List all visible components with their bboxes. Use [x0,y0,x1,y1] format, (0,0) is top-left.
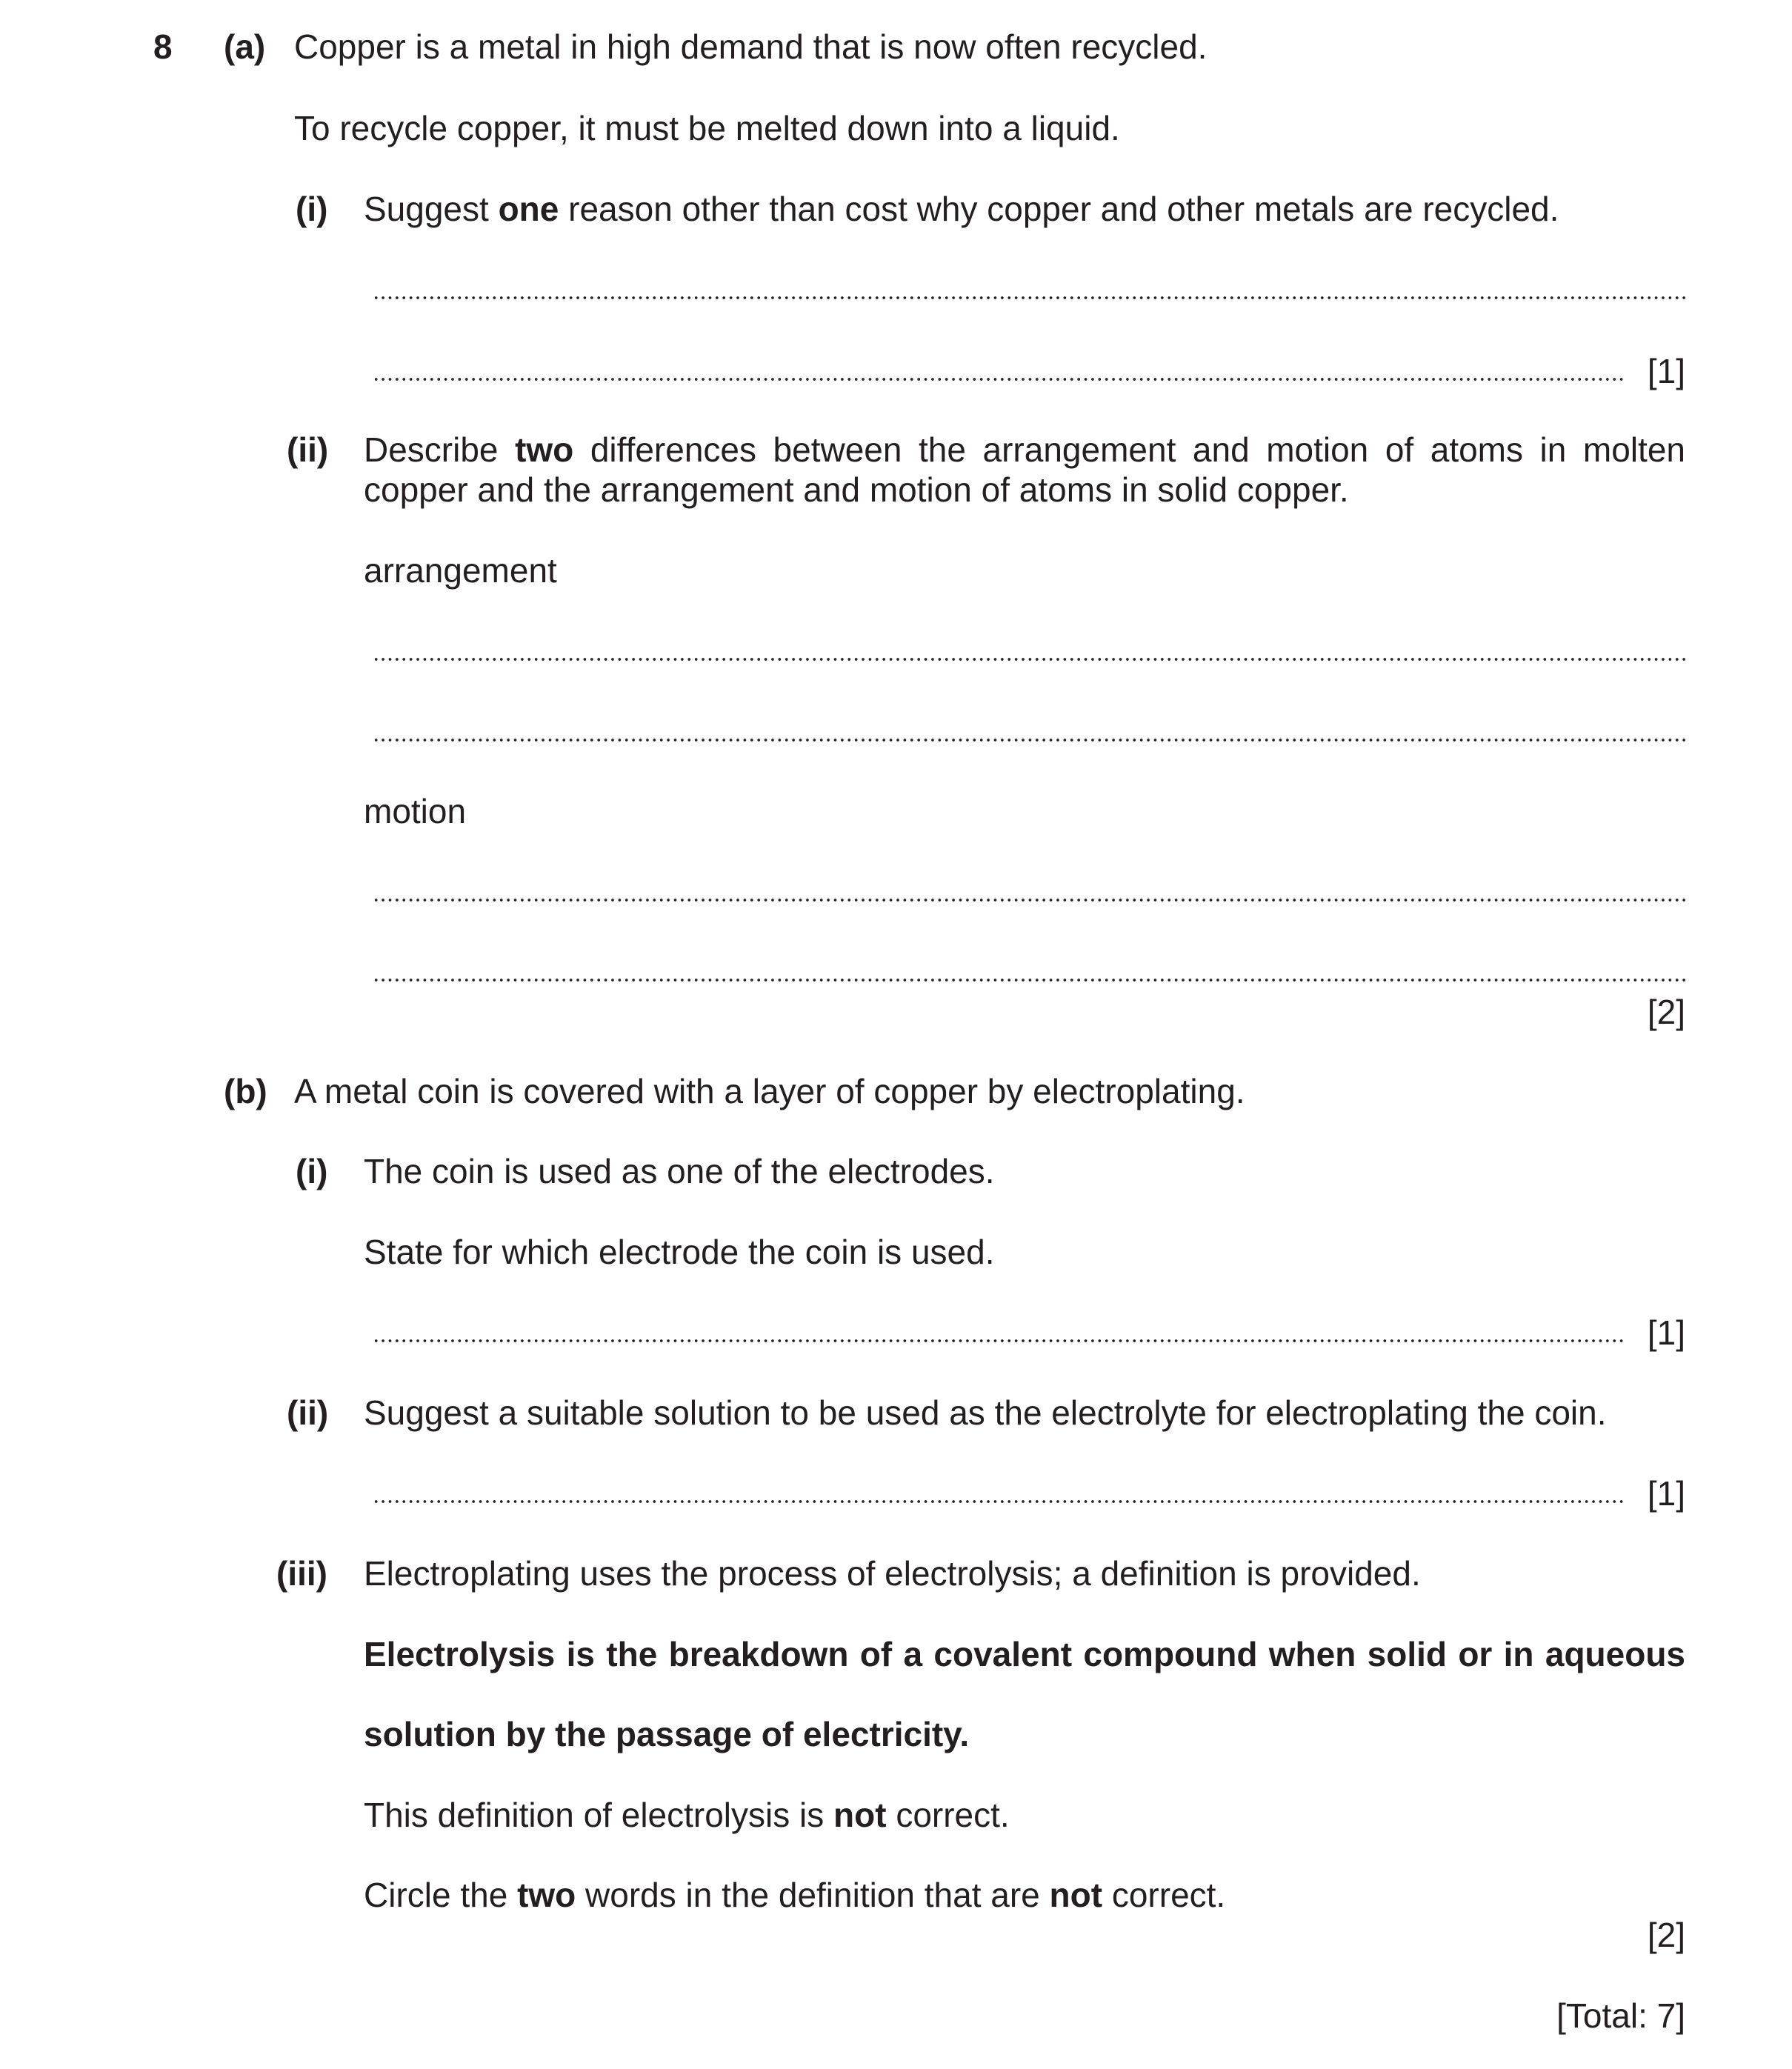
arrangement-label: arrangement [364,551,557,590]
part-b-intro: A metal coin is covered with a layer of copper by electroplating. [294,1072,1245,1110]
part-b-i-label: (i) [296,1152,328,1190]
part-b-i-text-2: State for which electrode the coin is used. [364,1233,995,1271]
answer-line[interactable] [373,658,1685,661]
answer-line[interactable] [373,979,1685,982]
answer-line[interactable] [373,1339,1626,1342]
part-b-i-text-1: The coin is used as one of the electrodes. [364,1152,995,1190]
mark-allocation: [1] [1647,352,1685,390]
part-b-iii-label: (iii) [276,1554,327,1593]
part-a-i-question: Suggest one reason other than cost why copper and other metals are recycled. [364,190,1559,228]
mark-allocation: [2] [1647,993,1685,1031]
part-a-ii-label: (ii) [287,430,329,469]
mark-allocation: [1] [1647,1313,1685,1352]
part-b-iii-text: Electroplating uses the process of electrolysis; a definition is provided. [364,1554,1421,1593]
part-a-label: (a) [224,27,266,66]
part-a-ii-question-line-2: copper and the arrangement and motion of atoms in solid copper. [364,470,1349,509]
circle-instruction: Circle the two words in the definition that are not correct. [364,1876,1226,1914]
answer-line[interactable] [373,739,1685,742]
part-a-intro-2: To recycle copper, it must be melted down into a liquid. [294,109,1120,147]
definition-line-1[interactable]: Electrolysis is the breakdown of a covalent compound when solid or in aqueous [364,1635,1685,1673]
definition-note: This definition of electrolysis is not correct. [364,1796,1010,1834]
mark-allocation: [1] [1647,1474,1685,1513]
part-b-label: (b) [224,1072,267,1110]
question-number: 8 [153,27,173,66]
definition-line-2[interactable]: solution by the passage of electricity. [364,1715,970,1753]
answer-line[interactable] [373,899,1685,902]
part-a-intro-1: Copper is a metal in high demand that is now often recycled. [294,27,1208,66]
answer-line[interactable] [373,378,1626,381]
part-b-ii-text: Suggest a suitable solution to be used as the electrolyte for electroplating the coin. [364,1393,1607,1432]
part-a-ii-question-line-1: Describe two differences between the arrangement and motion of atoms in molten [364,430,1685,469]
motion-label: motion [364,792,467,830]
answer-line[interactable] [373,296,1685,299]
total-marks: [Total: 7] [1556,1996,1685,2035]
answer-line[interactable] [373,1500,1626,1503]
mark-allocation: [2] [1647,1916,1685,1954]
part-b-ii-label: (ii) [287,1393,329,1432]
part-a-i-label: (i) [296,190,328,228]
